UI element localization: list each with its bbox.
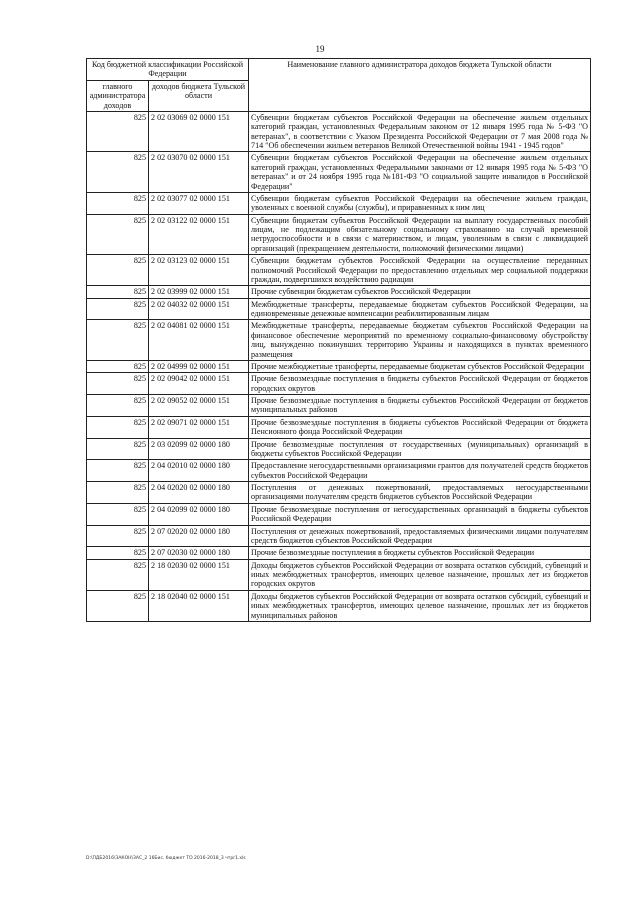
table-row: [87, 590, 591, 621]
table-row: [87, 360, 591, 372]
revenue-code-cell: 2 02 03077 02 0000 151: [149, 192, 249, 214]
revenue-code-cell: 2 02 09071 02 0000 151: [149, 416, 249, 438]
header-code-column: доходов бюджета Тульской области: [149, 80, 249, 111]
revenue-code-cell: 2 04 02010 02 0000 180: [149, 460, 249, 482]
table-row: [87, 152, 591, 193]
table-row: [87, 320, 591, 361]
revenue-code-cell: 2 02 04032 02 0000 151: [149, 298, 249, 320]
revenue-code-cell: 2 02 09042 02 0000 151: [149, 373, 249, 395]
revenue-code-cell: 2 02 03122 02 0000 151: [149, 214, 249, 255]
admin-code-cell: 825: [87, 547, 149, 559]
table-row: [87, 547, 591, 559]
revenue-name-cell: Субвенции бюджетам субъектов Российской Федерации на обеспечение жильем граждан, уволенных с военной службы (службы), и приравненных к ним лиц: [249, 192, 591, 214]
revenue-name-cell: Доходы бюджетов субъектов Российской Федерации от возврата остатков субсидий, субвенций и иных межбюджетных трансфертов, имеющих целевое назначение, прошлых лет из бюджетов городских округов: [249, 559, 591, 590]
revenue-code-cell: 2 18 02040 02 0000 151: [149, 590, 249, 621]
revenue-name-cell: Поступления от денежных пожертвований, предоставляемых физическими лицами получателям средств бюджетов субъектов Российской Федерации: [249, 525, 591, 547]
revenue-code-cell: 2 02 03069 02 0000 151: [149, 111, 249, 152]
admin-code-cell: 825: [87, 111, 149, 152]
revenue-code-cell: 2 02 04081 02 0000 151: [149, 320, 249, 361]
admin-code-cell: 825: [87, 286, 149, 298]
table-body: [87, 111, 591, 621]
table-row: [87, 416, 591, 438]
revenue-code-cell: 2 07 02020 02 0000 180: [149, 525, 249, 547]
header-row-top: [87, 59, 591, 81]
revenue-name-cell: Доходы бюджетов субъектов Российской Федерации от возврата остатков субсидий, субвенций и иных межбюджетных трансфертов, имеющих целевое назначение, прошлых лет из бюджетов муниципальных районов: [249, 590, 591, 621]
revenue-name-cell: Поступления от денежных пожертвований, предоставляемых негосударственными организациями получателям средств бюджетов субъектов Российской Федерации: [249, 482, 591, 504]
table-row: [87, 214, 591, 255]
admin-code-cell: 825: [87, 503, 149, 525]
revenue-name-cell: Прочие безвозмездные поступления в бюджеты субъектов Российской Федерации от бюджетов городских округов: [249, 373, 591, 395]
revenue-code-cell: 2 04 02020 02 0000 180: [149, 482, 249, 504]
admin-code-cell: 825: [87, 320, 149, 361]
revenue-code-cell: 2 03 02099 02 0000 180: [149, 438, 249, 460]
revenue-name-cell: Межбюджетные трансферты, передаваемые бюджетам субъектов Российской Федерации, на единовременные денежные компенсации реабилитированным лицам: [249, 298, 591, 320]
table-row: [87, 438, 591, 460]
table-row: [87, 192, 591, 214]
revenue-name-cell: Субвенции бюджетам субъектов Российской Федерации на выплату государственных пособий лицам, не подлежащим обязательному социальному страхованию на случай временной нетрудоспособности и в связи с материнством, и лицам, уволенным в связи с ликвидацией организаций (прекращением деятельности, полномочий физическими лицами): [249, 214, 591, 255]
budget-classification-table: [86, 58, 591, 622]
revenue-name-cell: Межбюджетные трансферты, передаваемые бюджетам субъектов Российской Федерации на финансовое обеспечение мероприятий по временному социально-финансовому обустройству лиц, вынужденно покинувших территорию Украины и находящихся в пунктах временного размещения: [249, 320, 591, 361]
revenue-name-cell: Прочие безвозмездные поступления в бюджеты субъектов Российской Федерации от бюджетов муниципальных районов: [249, 395, 591, 417]
table-row: [87, 460, 591, 482]
admin-code-cell: 825: [87, 360, 149, 372]
admin-code-cell: 825: [87, 482, 149, 504]
admin-code-cell: 825: [87, 192, 149, 214]
admin-code-cell: 825: [87, 395, 149, 417]
header-admin-column: главного администратора доходов: [87, 80, 149, 111]
revenue-name-cell: Прочие межбюджетные трансферты, передаваемые бюджетам субъектов Российской Федерации: [249, 360, 591, 372]
revenue-code-cell: 2 02 09052 02 0000 151: [149, 395, 249, 417]
admin-code-cell: 825: [87, 590, 149, 621]
admin-code-cell: 825: [87, 298, 149, 320]
table-row: [87, 286, 591, 298]
footer-file-path: D:\ПДБ2016\ЗАКОН\ЗАС_2 16Бис. бюджет ТО 2016-2018_3 чтpr1.xls: [86, 856, 246, 861]
table-row: [87, 373, 591, 395]
revenue-code-cell: 2 18 02030 02 0000 151: [149, 559, 249, 590]
admin-code-cell: 825: [87, 559, 149, 590]
revenue-name-cell: Субвенции бюджетам субъектов Российской Федерации на обеспечение жильем отдельных категорий граждан, установленных Федеральными законами от 12 января 1995 года № 5-ФЗ "О ветеранах" и от 24 ноября 1995 года №181-ФЗ "О социальной защите инвалидов в Российской Федерации": [249, 152, 591, 193]
admin-code-cell: 825: [87, 438, 149, 460]
table-row: [87, 395, 591, 417]
revenue-name-cell: Прочие безвозмездные поступления от государственных (муниципальных) организаций в бюджеты субъектов Российской Федерации: [249, 438, 591, 460]
admin-code-cell: 825: [87, 373, 149, 395]
admin-code-cell: 825: [87, 460, 149, 482]
revenue-code-cell: 2 02 03070 02 0000 151: [149, 152, 249, 193]
header-group-label: Код бюджетной классификации Российской Федерации: [87, 59, 249, 81]
admin-code-cell: 825: [87, 525, 149, 547]
admin-code-cell: 825: [87, 255, 149, 286]
revenue-name-cell: Прочие безвозмездные поступления в бюджеты субъектов Российской Федерации: [249, 547, 591, 559]
admin-code-cell: 825: [87, 214, 149, 255]
revenue-code-cell: 2 02 03999 02 0000 151: [149, 286, 249, 298]
table-row: [87, 298, 591, 320]
revenue-name-cell: Субвенции бюджетам субъектов Российской Федерации на обеспечение жильем отдельных категорий граждан, установленных Федеральным законом от 12 января 1995 года № 5-ФЗ "О ветеранах", в соответствии с Указом Президента Российской Федерации от 7 мая 2008 года № 714 "Об обеспечении жильем ветеранов Великой Отечественной войны 1941 - 1945 годов": [249, 111, 591, 152]
table-row: [87, 482, 591, 504]
revenue-name-cell: Субвенции бюджетам субъектов Российской Федерации на осуществление переданных полномочий Российской Федерации по предоставлению отдельных мер социальной поддержки граждан, подвергшихся воздействию радиации: [249, 255, 591, 286]
page-number: 19: [315, 44, 325, 54]
revenue-code-cell: 2 07 02030 02 0000 180: [149, 547, 249, 559]
table-row: [87, 503, 591, 525]
revenue-code-cell: 2 04 02099 02 0000 180: [149, 503, 249, 525]
revenue-name-cell: Предоставление негосударственными организациями грантов для получателей средств бюджетов субъектов Российской Федерации: [249, 460, 591, 482]
header-name-column: Наименование главного администратора доходов бюджета Тульской области: [249, 59, 591, 112]
table-row: [87, 559, 591, 590]
admin-code-cell: 825: [87, 152, 149, 193]
admin-code-cell: 825: [87, 416, 149, 438]
table-row: [87, 111, 591, 152]
revenue-name-cell: Прочие безвозмездные поступления от негосударственных организаций в бюджеты субъектов Российской Федерации: [249, 503, 591, 525]
revenue-name-cell: Прочие субвенции бюджетам субъектов Российской Федерации: [249, 286, 591, 298]
revenue-name-cell: Прочие безвозмездные поступления в бюджеты субъектов Российской Федерации от бюджета Пенсионного фонда Российской Федерации: [249, 416, 591, 438]
table-row: [87, 525, 591, 547]
revenue-code-cell: 2 02 03123 02 0000 151: [149, 255, 249, 286]
table-row: [87, 255, 591, 286]
revenue-code-cell: 2 02 04999 02 0000 151: [149, 360, 249, 372]
